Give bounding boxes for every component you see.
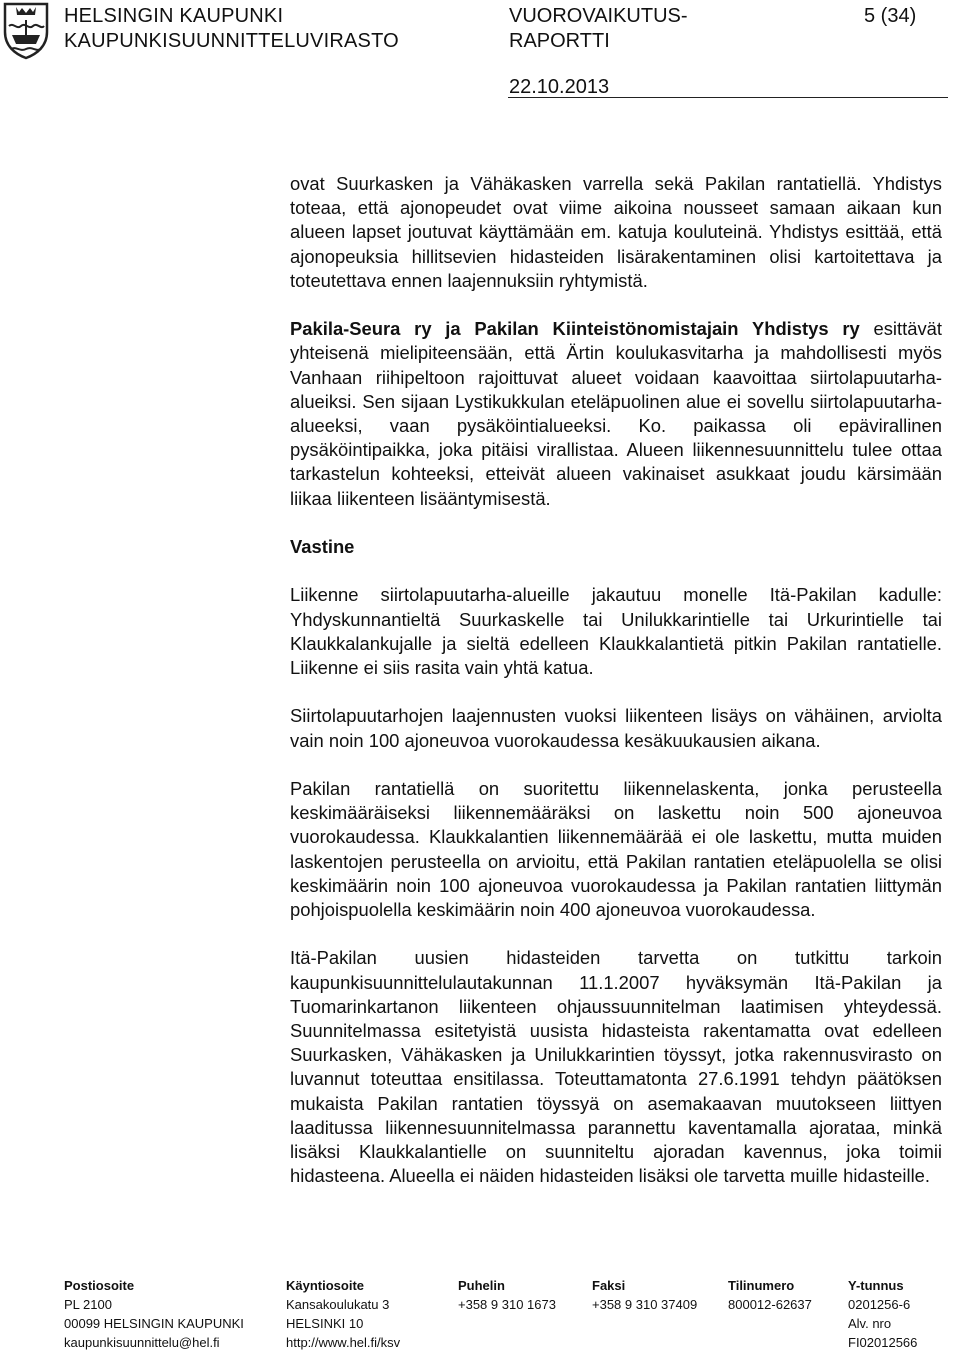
footer-value: +358 9 310 37409 <box>592 1297 698 1312</box>
footer-value: 00099 HELSINGIN KAUPUNKI <box>64 1316 244 1331</box>
paragraph-2 <box>290 317 942 511</box>
footer-website-link[interactable]: http://www.hel.fi/ksv <box>286 1335 401 1350</box>
footer-label: Faksi <box>592 1278 626 1293</box>
organization-line-2: KAUPUNKISUUNNITTELUVIRASTO <box>64 30 399 52</box>
footer-value: PL 2100 <box>64 1297 112 1312</box>
footer-value: 0201256-6 <box>848 1297 911 1312</box>
paragraph-1: ovat Suurkasken ja Vähäkasken varrella sekä Pakilan rantatiellä. Yhdistys toteaa, että ajonopeudet ovat viime aikoina nousseet samaan aikaan kun alueen lapset joutuvat käyttämään em. katuja kouluteinä. Yhdistys esittää, että ajonopeuksia hillitsevien hidasteiden lisärakentaminen olisi kartoitettava ja toteutettava ennen laajennuksiin ryhtymistä. <box>290 173 942 291</box>
footer-label: Y-tunnus <box>848 1278 904 1293</box>
footer-label: Postiosoite <box>64 1278 135 1293</box>
footer-value: Kansakoulukatu 3 <box>286 1297 390 1312</box>
paragraph-3: Liikenne siirtolapuutarha-alueille jakautuu monelle Itä-Pakilan kadulle: Yhdyskunnantieltä Suurkaskelle tai Unilukkarintielle tai Urkurintielle tai Klaukkalankujalle ja sieltä edelleen Klaukkalantietä pitkin Pakilan rantatielle. Liikenne ei siis rasita vain yhtä katua. <box>290 584 942 679</box>
footer-faksi <box>592 1276 697 1314</box>
footer-tilinumero <box>728 1276 812 1314</box>
footer-value: +358 9 310 1673 <box>458 1297 556 1312</box>
paragraph-5: Pakilan rantatiellä on suoritettu liikennelaskenta, jonka perusteella keskimääräiseksi liikennemääräksi on laskettu noin 500 ajoneuvoa vuorokaudessa. Klaukkalantien liikennemäärää ei ole laskettu, mutta muiden laskentojen perusteella on arvioitu, että Pakilan rantatien eteläpuolella se olisi keskimäärin noin 100 ajoneuvoa vuorokaudessa ja Pakilan rantatien liittymän pohjoispuolella keskimäärin noin 400 ajoneuvoa vuorokaudessa. <box>290 778 942 921</box>
footer-kayntiosoite <box>286 1276 400 1352</box>
document-date: 22.10.2013 <box>509 76 610 98</box>
section-heading-vastine: Vastine <box>290 536 355 558</box>
helsinki-coat-of-arms-icon <box>2 2 50 60</box>
footer-label: Puhelin <box>458 1278 505 1293</box>
document-type-line-2: RAPORTTI <box>509 30 610 52</box>
header-divider <box>508 97 948 98</box>
footer-email-link[interactable]: kaupunkisuunnittelu@hel.fi <box>64 1335 220 1350</box>
footer-puhelin <box>458 1276 556 1314</box>
document-type-line-1: VUOROVAIKUTUS- <box>509 5 688 27</box>
organization-line-1: HELSINGIN KAUPUNKI <box>64 5 284 27</box>
footer-label: Käyntiosoite <box>286 1278 365 1293</box>
document-type <box>509 4 688 54</box>
organization-names: Pakila-Seura ry ja Pakilan Kiinteistönomistajain Yhdistys ry <box>290 318 860 340</box>
footer-ytunnus <box>848 1276 917 1352</box>
page-header <box>0 0 960 98</box>
page-number: 5 (34) <box>864 5 917 27</box>
footer-postiosoite <box>64 1276 244 1352</box>
paragraph-2-text: esittävät yhteisenä mielipiteensään, että Ärtin koulukasvitarha ja mahdollisesti myös Vanhaan riihipeltoon rajoittuvat alueet voidaan kaavoittaa siirtolapuutarha-alueiksi. Sen sijaan Lystikukkulan eteläpuolinen alue ei sovellu siirtolapuutarha-alueeksi, vaan pysäköintialueeksi. Ko. paikassa oli epävirallinen pysäköintipaikka, joka pitäisi virallistaa. Alueen liikennesuunnittelu tulee ottaa tarkastelun kohteeksi, etteivät alueen vakinaiset asukkaat joudu kärsimään liikaa liikenteen lisääntymisestä. <box>290 318 942 509</box>
organization-name <box>64 4 399 54</box>
footer-value: 800012-62637 <box>728 1297 812 1312</box>
paragraph-4: Siirtolapuutarhojen laajennusten vuoksi liikenteen lisäys on vähäinen, arviolta vain noin 100 ajoneuvoa vuorokaudessa kesäkuukausien aikana. <box>290 705 942 751</box>
footer-value: HELSINKI 10 <box>286 1316 364 1331</box>
footer-value: Alv. nro <box>848 1316 892 1331</box>
footer-value: FI02012566 <box>848 1335 918 1350</box>
footer-label: Tilinumero <box>728 1278 795 1293</box>
paragraph-6: Itä-Pakilan uusien hidasteiden tarvetta on tutkittu tarkoin kaupunkisuunnittelulautakunnan 11.1.2007 hyväksymän Itä-Pakilan ja Tuomarinkartanon liikenteen ohjaussuunnitelman laatimisen yhteydessä. Suunnitelmassa esitetyistä uusista hidasteista rakentamatta ovat edelleen Suurkasken, Vähäkasken ja Unilukkarintien töyssyt, jotka rakennusvirasto on luvannut toteuttaa ensitilassa. Toteuttamatonta 27.6.1991 tehdyn päätöksen mukaista Pakilan rantatien töyssyä on asemakaavan muutokseen liittyen laaditussa liikennesuunnitelmassa parannettu kaventamalla ajorataa, minkä lisäksi Klaukkalantielle on suunniteltu ajoradan kavennus, joka toimii hidasteena. Alueella ei näiden hidasteiden lisäksi ole tarvetta muille hidasteille. <box>290 947 942 1187</box>
document-body <box>290 172 942 1188</box>
